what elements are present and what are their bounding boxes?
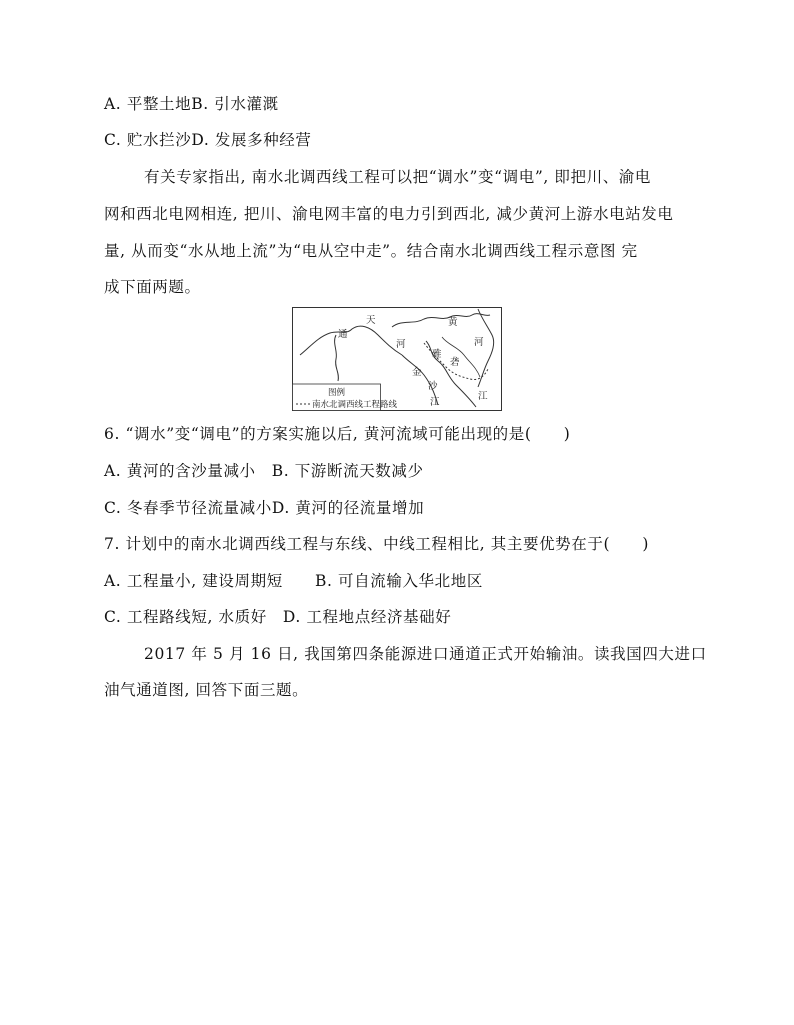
label-jiang-2: 江: [478, 391, 488, 402]
passage-line-2: 网和西北电网相连, 把川、渝电网丰富的电力引到西北, 减少黄河上游水电站发电: [104, 205, 674, 223]
q7-options-ab: A. 工程量小, 建设周期短 B. 可自流输入华北地区: [104, 572, 483, 590]
question-7: 7. 计划中的南水北调西线工程与东线、中线工程相比, 其主要优势在于( ): [104, 535, 649, 553]
label-jin: 金: [412, 367, 422, 378]
label-tian: 天: [366, 315, 376, 326]
label-he-2: 河: [474, 337, 484, 348]
west-route-map: [292, 307, 502, 411]
label-ya: 雅: [432, 349, 442, 360]
q5-options-ab: A. 平整土地B. 引水灌溉: [104, 95, 279, 113]
map-figure: [292, 307, 502, 411]
passage-line-4: 成下面两题。: [104, 278, 201, 296]
label-he-1: 河: [396, 339, 406, 350]
passage-line-1: 有关专家指出, 南水北调西线工程可以把“调水”变“调电”, 即把川、渝电: [144, 168, 652, 186]
label-huang: 黄: [448, 317, 458, 328]
label-tong: 通: [338, 329, 348, 340]
passage2-line-1: 2017 年 5 月 16 日, 我国第四条能源进口通道正式开始输油。读我国四大进口: [144, 645, 707, 663]
label-long: 砻: [450, 357, 460, 368]
q6-options-ab: A. 黄河的含沙量减小 B. 下游断流天数减少: [104, 462, 424, 480]
legend-item: 南水北调西线工程路线: [312, 400, 398, 410]
passage-line-3: 量, 从而变“水从地上流”为“电从空中走”。结合南水北调西线工程示意图 完: [104, 242, 638, 260]
q5-options-cd: C. 贮水拦沙D. 发展多种经营: [104, 131, 312, 149]
question-6: 6. “调水”变“调电”的方案实施以后, 黄河流域可能出现的是( ): [104, 425, 571, 443]
passage2-line-2: 油气通道图, 回答下面三题。: [104, 681, 309, 699]
label-jiang-1: 江: [430, 397, 440, 408]
q7-options-cd: C. 工程路线短, 水质好 D. 工程地点经济基础好: [104, 608, 452, 626]
label-sha: 沙: [428, 381, 438, 392]
legend-title: 图例: [328, 388, 346, 398]
q6-options-cd: C. 冬春季节径流量减小D. 黄河的径流量增加: [104, 499, 425, 517]
